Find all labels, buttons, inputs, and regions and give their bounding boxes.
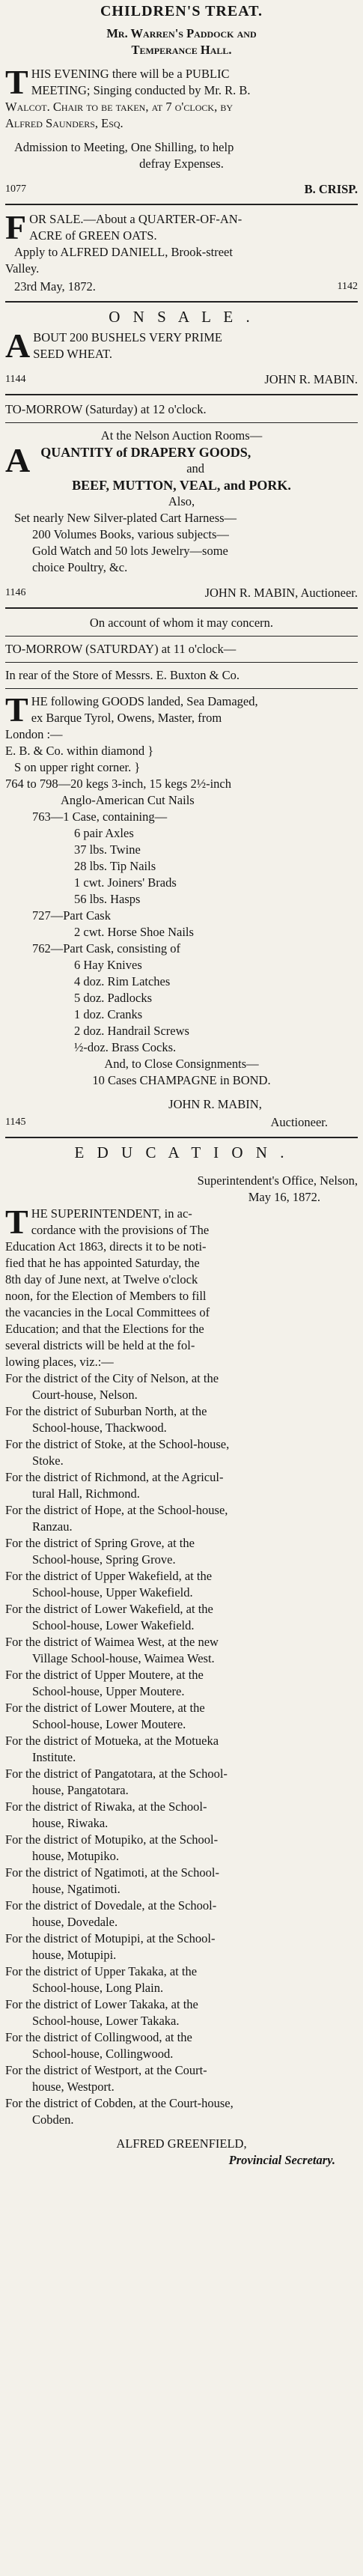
auction-drapery-ad <box>5 401 358 601</box>
ad-text: and <box>186 461 205 476</box>
ad-text: 37 lbs. Twine <box>74 842 141 857</box>
ad-text: 727—Part Cask <box>32 908 111 923</box>
district-entry: For the district of Motupipi, at the School- <box>5 1931 216 1945</box>
district-location: house, Dovedale. <box>32 1915 118 1929</box>
district-location: house, Westport. <box>32 2080 115 2094</box>
ad-date: 23rd May, 1872. <box>14 279 96 294</box>
ad-signer: JOHN R. MABIN. <box>264 372 358 386</box>
district-entry: For the district of Upper Moutere, at the <box>5 1668 204 1682</box>
ad-text: ex Barque Tyrol, Owens, Master, from <box>31 711 222 725</box>
district-location: house, Motupipi. <box>32 1948 117 1962</box>
ad-text: 6 Hay Knives <box>74 958 142 972</box>
ad-text: S on upper right corner. } <box>14 760 141 774</box>
ad-heading: TO-MORROW (SATURDAY) at 11 o'clock— <box>5 642 237 656</box>
notice-text: Education Act 1863, directs it to be noti- <box>5 1239 207 1254</box>
district-entry: For the district of Lower Moutere, at the <box>5 1701 205 1715</box>
ad-signer: JOHN R. MABIN, Auctioneer. <box>204 586 358 600</box>
ad-number: 1145 <box>5 1117 26 1128</box>
notice-text: several districts will be held at the fol- <box>5 1338 195 1352</box>
district-location: Ranzau. <box>32 1519 73 1534</box>
ad-text: MEETING; Singing conducted by Mr. R. B. <box>31 83 251 97</box>
district-location: School-house, Long Plain. <box>32 1981 164 1995</box>
notice-office: Superintendent's Office, Nelson, <box>197 1173 358 1188</box>
ad-signer: JOHN R. MABIN, <box>168 1097 262 1111</box>
education-notice <box>5 1144 358 2169</box>
district-location: house, Riwaka. <box>32 1816 109 1830</box>
ad-heading: TO-MORROW (Saturday) at 12 o'clock. <box>5 402 207 416</box>
ad-text: 4 doz. Rim Latches <box>74 974 171 988</box>
ad-text: ½-doz. Brass Cocks. <box>74 1040 177 1054</box>
ad-subtitle: Mr. Warren's Paddock and <box>106 26 257 40</box>
ad-footer <box>5 1114 358 1131</box>
ad-text: 28 lbs. Tip Nails <box>74 859 156 873</box>
divider <box>5 301 358 303</box>
district-location: house, Pangatotara. <box>32 1783 129 1797</box>
district-entry: For the district of Richmond, at the Agricul- <box>5 1470 224 1484</box>
notice-text: the vacancies in the Local Committees of <box>5 1305 210 1319</box>
district-entry: For the district of Suburban North, at the <box>5 1404 207 1418</box>
ad-text: OR SALE.—About a QUARTER-OF-AN- <box>29 212 242 226</box>
drop-cap: T <box>5 63 28 101</box>
ad-footer <box>5 585 358 601</box>
district-location: house, Motupiko. <box>32 1849 119 1863</box>
district-entry: For the district of Motupiko, at the School- <box>5 1832 219 1847</box>
district-entry: For the district of Stoke, at the School-house, <box>5 1437 230 1451</box>
district-entry: For the district of Motueka, at the Motueka <box>5 1734 219 1748</box>
district-location: tural Hall, Richmond. <box>32 1486 140 1501</box>
ad-text: choice Poultry, &c. <box>32 560 128 574</box>
divider <box>5 607 358 609</box>
ad-text: 764 to 798—20 kegs 3-inch, 15 kegs 2½-inch <box>5 777 232 791</box>
childrens-treat-ad <box>5 3 358 198</box>
ad-text: QUANTITY of DRAPERY GOODS, <box>40 445 251 460</box>
ad-text: HIS EVENING there will be a PUBLIC <box>31 67 230 81</box>
ad-text: 56 lbs. Hasps <box>74 892 141 906</box>
ad-text: Also, <box>168 494 195 508</box>
divider <box>5 422 358 423</box>
for-sale-ad <box>5 208 358 295</box>
district-entry: For the district of Upper Wakefield, at the <box>5 1569 213 1583</box>
ad-text: At the Nelson Auction Rooms— <box>100 428 263 443</box>
district-location: Cobden. <box>32 2112 74 2127</box>
drop-cap: A <box>5 326 31 365</box>
ad-text: E. B. & Co. within diamond } <box>5 744 154 758</box>
district-location: School-house, Lower Wakefield. <box>32 1618 195 1632</box>
district-entry: For the district of Westport, at the Court- <box>5 2063 207 2077</box>
ad-signer: B. CRISP. <box>304 182 358 196</box>
ad-text: 2 cwt. Horse Shoe Nails <box>74 925 194 939</box>
notice-text: fied that he has appointed Saturday, the <box>5 1256 200 1270</box>
district-entry: For the district of the City of Nelson, at the <box>5 1371 219 1385</box>
ad-text: BEEF, MUTTON, VEAL, and PORK. <box>72 478 291 493</box>
divider <box>5 394 358 395</box>
notice-text: Education; and that the Elections for the <box>5 1322 204 1336</box>
notice-title: E D U C A T I O N . <box>74 1143 289 1161</box>
ad-text: 2 doz. Handrail Screws <box>74 1024 189 1038</box>
district-entry: For the district of Spring Grove, at the <box>5 1536 195 1550</box>
ad-text: 5 doz. Padlocks <box>74 991 153 1005</box>
ad-number: 1142 <box>337 281 358 292</box>
district-location: School-house, Collingwood. <box>32 2047 174 2061</box>
ad-title: CHILDREN'S TREAT. <box>100 3 263 19</box>
district-location: School-house, Lower Takaka. <box>32 2014 180 2028</box>
district-location: Village School-house, Waimea West. <box>32 1651 215 1665</box>
drop-cap: A <box>5 441 31 479</box>
ad-text: Admission to Meeting, One Shilling, to help <box>14 140 234 154</box>
ad-footer <box>5 371 358 388</box>
ad-text: Walcot. Chair to be taken, at 7 o'clock, by <box>5 100 233 114</box>
district-entry: For the district of Dovedale, at the School- <box>5 1898 217 1913</box>
ad-text: 200 Volumes Books, various subjects— <box>32 527 229 541</box>
divider <box>5 204 358 205</box>
divider <box>5 662 358 663</box>
divider <box>5 1137 358 1138</box>
notice-text: cordance with the provisions of The <box>31 1223 210 1237</box>
district-location: School-house, Upper Wakefield. <box>32 1585 193 1600</box>
ad-number: 1146 <box>5 587 26 598</box>
drop-cap: T <box>5 690 28 729</box>
ad-text: SEED WHEAT. <box>33 347 112 361</box>
district-location: Stoke. <box>32 1453 64 1468</box>
district-entry: For the district of Pangatotara, at the School- <box>5 1767 228 1781</box>
ad-text: 1 cwt. Joiners' Brads <box>74 875 177 890</box>
district-location: Institute. <box>32 1750 76 1764</box>
ad-text: Gold Watch and 50 lots Jewelry—some <box>32 544 228 558</box>
divider <box>5 688 358 689</box>
ad-footer <box>5 181 358 198</box>
ad-title: O N S A L E . <box>109 308 254 326</box>
notice-signer-title: Provincial Secretary. <box>228 2153 335 2167</box>
drop-cap: T <box>5 1203 28 1241</box>
ad-text: ACRE of GREEN OATS. <box>29 228 157 243</box>
ad-number: 1077 <box>5 183 26 195</box>
ad-text: defray Expenses. <box>139 157 224 171</box>
ad-subtitle: Temperance Hall. <box>131 43 232 57</box>
ad-signer: Auctioneer. <box>270 1115 328 1129</box>
ad-text: Alfred Saunders, Esq. <box>5 116 123 130</box>
notice-signer: ALFRED GREENFIELD, <box>116 2136 247 2151</box>
auction-damaged-goods-ad <box>5 615 358 1131</box>
ad-number: 1144 <box>5 374 26 385</box>
notice-text: lowing places, viz.:— <box>5 1355 114 1369</box>
notice-text: 8th day of June next, at Twelve o'clock <box>5 1272 198 1287</box>
district-entry: For the district of Waimea West, at the new <box>5 1635 219 1649</box>
ad-text: 6 pair Axles <box>74 826 134 840</box>
on-sale-ad <box>5 309 358 388</box>
district-list <box>5 1370 358 2128</box>
ad-text: Valley. <box>5 261 40 276</box>
district-entry: For the district of Hope, at the School-house, <box>5 1503 228 1517</box>
notice-text: HE SUPERINTENDENT, in ac- <box>31 1206 192 1221</box>
district-location: School-house, Thackwood. <box>32 1421 167 1435</box>
ad-text: Apply to ALFRED DANIELL, Brook-street <box>14 245 233 259</box>
divider <box>5 636 358 637</box>
district-location: School-house, Lower Moutere. <box>32 1717 186 1731</box>
district-entry: For the district of Upper Takaka, at the <box>5 1964 198 1978</box>
ad-text: In rear of the Store of Messrs. E. Buxton & Co. <box>5 668 240 682</box>
ad-footer <box>5 279 358 295</box>
district-entry: For the district of Lower Wakefield, at the <box>5 1602 213 1616</box>
ad-text: On account of whom it may concern. <box>89 616 274 630</box>
drop-cap: F <box>5 208 27 246</box>
district-location: house, Ngatimoti. <box>32 1882 121 1896</box>
district-entry: For the district of Riwaka, at the School- <box>5 1799 207 1814</box>
ad-text: Set nearly New Silver-plated Cart Harness— <box>14 511 237 525</box>
ad-text: HE following GOODS landed, Sea Damaged, <box>31 694 258 708</box>
newspaper-page <box>5 3 358 2169</box>
district-entry: For the district of Ngatimoti, at the School- <box>5 1865 219 1880</box>
ad-text: Anglo-American Cut Nails <box>61 793 195 807</box>
ad-text: 762—Part Cask, consisting of <box>32 941 180 956</box>
district-location: Court-house, Nelson. <box>32 1388 138 1402</box>
district-location: School-house, Spring Grove. <box>32 1552 176 1567</box>
district-entry: For the district of Cobden, at the Court-house, <box>5 2096 234 2110</box>
ad-text: 1 doz. Cranks <box>74 1007 143 1021</box>
ad-text: 763—1 Case, containing— <box>32 809 168 824</box>
notice-text: noon, for the Election of Members to fill <box>5 1289 207 1303</box>
ad-text: 10 Cases CHAMPAGNE in BOND. <box>92 1073 271 1087</box>
district-entry: For the district of Collingwood, at the <box>5 2030 192 2044</box>
notice-date: May 16, 1872. <box>248 1190 320 1204</box>
ad-text: And, to Close Consignments— <box>104 1057 259 1071</box>
ad-text: BOUT 200 BUSHELS VERY PRIME <box>33 330 222 344</box>
district-location: School-house, Upper Moutere. <box>32 1684 185 1698</box>
district-entry: For the district of Lower Takaka, at the <box>5 1997 198 2011</box>
ad-text: London :— <box>5 727 63 741</box>
